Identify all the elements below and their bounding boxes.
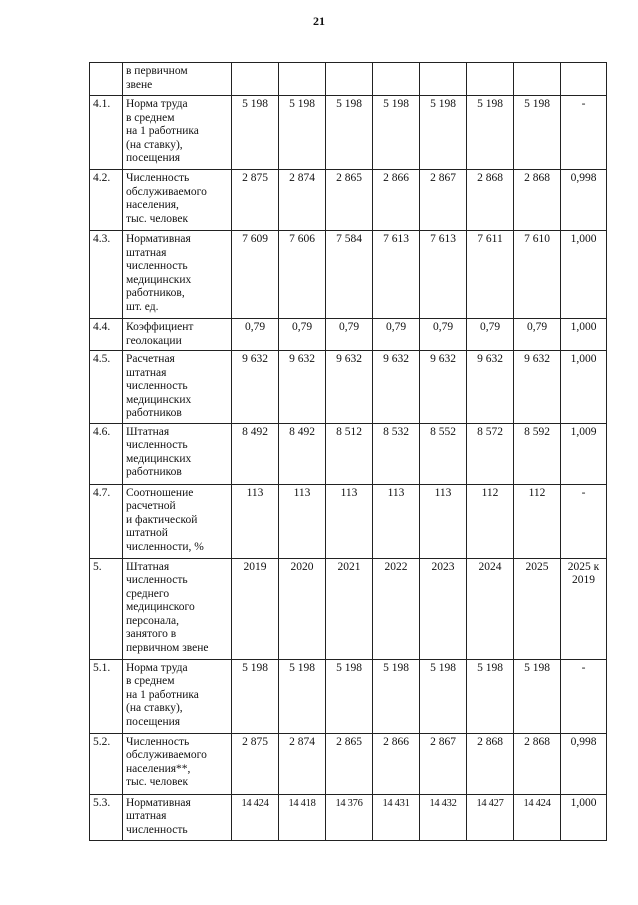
table-row <box>90 170 607 231</box>
ratio-cell: 1,000 <box>561 351 607 424</box>
value-cell: 8 572 <box>467 423 514 484</box>
value-cell: 113 <box>420 484 467 558</box>
value-cell: 14 431 <box>373 794 420 840</box>
value-cell <box>326 63 373 96</box>
value-cell: 8 492 <box>232 423 279 484</box>
table-row <box>90 558 607 659</box>
indicator-label-cell: Численность обслуживаемого населения, тыс. человек <box>123 170 232 231</box>
value-cell: 7 609 <box>232 231 279 319</box>
value-cell: 0,79 <box>373 319 420 351</box>
row-number-cell: 4.4. <box>90 319 123 351</box>
indicator-label-cell: Численность обслуживаемого населения**, тыс. человек <box>123 733 232 794</box>
value-cell: 5 198 <box>514 96 561 170</box>
value-cell: 113 <box>279 484 326 558</box>
value-cell: 2 867 <box>420 170 467 231</box>
value-cell: 9 632 <box>279 351 326 424</box>
table-row <box>90 63 607 96</box>
value-cell: 0,79 <box>467 319 514 351</box>
value-cell: 14 424 <box>232 794 279 840</box>
value-cell: 5 198 <box>420 659 467 733</box>
value-cell: 9 632 <box>373 351 420 424</box>
value-cell <box>514 63 561 96</box>
value-cell: 8 512 <box>326 423 373 484</box>
value-cell: 5 198 <box>373 659 420 733</box>
value-cell: 2 868 <box>514 733 561 794</box>
value-cell: 9 632 <box>420 351 467 424</box>
value-cell: 8 492 <box>279 423 326 484</box>
value-cell: 5 198 <box>279 659 326 733</box>
value-cell: 2022 <box>373 558 420 659</box>
value-cell <box>373 63 420 96</box>
value-cell: 0,79 <box>326 319 373 351</box>
value-cell <box>420 63 467 96</box>
table-row <box>90 231 607 319</box>
value-cell: 14 432 <box>420 794 467 840</box>
value-cell: 2019 <box>232 558 279 659</box>
value-cell: 2 868 <box>467 733 514 794</box>
ratio-cell: - <box>561 96 607 170</box>
value-cell: 7 584 <box>326 231 373 319</box>
value-cell: 9 632 <box>232 351 279 424</box>
value-cell: 112 <box>467 484 514 558</box>
value-cell: 2 865 <box>326 733 373 794</box>
ratio-cell: 2025 к 2019 <box>561 558 607 659</box>
value-cell: 2 874 <box>279 170 326 231</box>
value-cell: 2 868 <box>514 170 561 231</box>
indicator-label-cell: Норма труда в среднем на 1 работника (на ставку), посещения <box>123 96 232 170</box>
value-cell: 7 611 <box>467 231 514 319</box>
value-cell: 5 198 <box>420 96 467 170</box>
indicator-label-cell: Коэффициент геолокации <box>123 319 232 351</box>
value-cell: 5 198 <box>373 96 420 170</box>
value-cell: 9 632 <box>514 351 561 424</box>
ratio-cell: - <box>561 659 607 733</box>
indicator-label-cell: в первичном звене <box>123 63 232 96</box>
value-cell: 2023 <box>420 558 467 659</box>
value-cell: 7 610 <box>514 231 561 319</box>
value-cell: 113 <box>373 484 420 558</box>
value-cell: 14 418 <box>279 794 326 840</box>
value-cell: 0,79 <box>279 319 326 351</box>
value-cell: 8 552 <box>420 423 467 484</box>
value-cell: 5 198 <box>467 96 514 170</box>
value-cell: 113 <box>232 484 279 558</box>
value-cell: 5 198 <box>514 659 561 733</box>
value-cell: 14 376 <box>326 794 373 840</box>
indicator-label-cell: Соотношение расчетной и фактической штатной численности, % <box>123 484 232 558</box>
value-cell: 2 868 <box>467 170 514 231</box>
value-cell: 5 198 <box>467 659 514 733</box>
ratio-cell: 0,998 <box>561 170 607 231</box>
data-table <box>89 62 607 841</box>
row-number-cell: 4.7. <box>90 484 123 558</box>
page-number: 21 <box>313 14 325 28</box>
ratio-cell: 1,009 <box>561 423 607 484</box>
table-row <box>90 733 607 794</box>
row-number-cell: 5. <box>90 558 123 659</box>
ratio-cell: - <box>561 484 607 558</box>
value-cell: 2 866 <box>373 733 420 794</box>
table-row <box>90 794 607 840</box>
value-cell: 8 592 <box>514 423 561 484</box>
indicator-label-cell: Штатная численность медицинских работников <box>123 423 232 484</box>
value-cell: 113 <box>326 484 373 558</box>
row-number-cell: 5.1. <box>90 659 123 733</box>
value-cell: 0,79 <box>232 319 279 351</box>
value-cell: 2024 <box>467 558 514 659</box>
value-cell: 2 865 <box>326 170 373 231</box>
value-cell: 8 532 <box>373 423 420 484</box>
value-cell: 2021 <box>326 558 373 659</box>
value-cell: 7 606 <box>279 231 326 319</box>
value-cell: 7 613 <box>373 231 420 319</box>
value-cell: 2 867 <box>420 733 467 794</box>
row-number-cell: 5.2. <box>90 733 123 794</box>
value-cell <box>232 63 279 96</box>
ratio-cell <box>561 63 607 96</box>
value-cell: 7 613 <box>420 231 467 319</box>
value-cell: 0,79 <box>514 319 561 351</box>
ratio-cell: 1,000 <box>561 231 607 319</box>
value-cell: 2025 <box>514 558 561 659</box>
value-cell: 14 424 <box>514 794 561 840</box>
indicator-label-cell: Нормативная штатная численность <box>123 794 232 840</box>
value-cell: 5 198 <box>279 96 326 170</box>
value-cell: 9 632 <box>326 351 373 424</box>
value-cell: 5 198 <box>326 659 373 733</box>
table-row <box>90 659 607 733</box>
table-row <box>90 484 607 558</box>
row-number-cell: 4.6. <box>90 423 123 484</box>
table-row <box>90 423 607 484</box>
row-number-cell: 4.2. <box>90 170 123 231</box>
value-cell: 2 866 <box>373 170 420 231</box>
table-row <box>90 96 607 170</box>
indicator-label-cell: Нормативная штатная численность медицинских работников, шт. ед. <box>123 231 232 319</box>
value-cell: 112 <box>514 484 561 558</box>
table-row <box>90 351 607 424</box>
row-number-cell: 4.5. <box>90 351 123 424</box>
row-number-cell: 4.3. <box>90 231 123 319</box>
value-cell: 5 198 <box>326 96 373 170</box>
value-cell: 2 875 <box>232 170 279 231</box>
table-row <box>90 319 607 351</box>
ratio-cell: 0,998 <box>561 733 607 794</box>
indicator-label-cell: Норма труда в среднем на 1 работника (на ставку), посещения <box>123 659 232 733</box>
value-cell <box>467 63 514 96</box>
value-cell: 2 874 <box>279 733 326 794</box>
row-number-cell: 4.1. <box>90 96 123 170</box>
value-cell: 14 427 <box>467 794 514 840</box>
value-cell: 5 198 <box>232 96 279 170</box>
value-cell <box>279 63 326 96</box>
indicator-label-cell: Штатная численность среднего медицинского персонала, занятого в первичном звене <box>123 558 232 659</box>
ratio-cell: 1,000 <box>561 319 607 351</box>
row-number-cell: 5.3. <box>90 794 123 840</box>
value-cell: 2020 <box>279 558 326 659</box>
value-cell: 9 632 <box>467 351 514 424</box>
value-cell: 5 198 <box>232 659 279 733</box>
row-number-cell <box>90 63 123 96</box>
indicator-label-cell: Расчетная штатная численность медицинских работников <box>123 351 232 424</box>
value-cell: 2 875 <box>232 733 279 794</box>
ratio-cell: 1,000 <box>561 794 607 840</box>
value-cell: 0,79 <box>420 319 467 351</box>
